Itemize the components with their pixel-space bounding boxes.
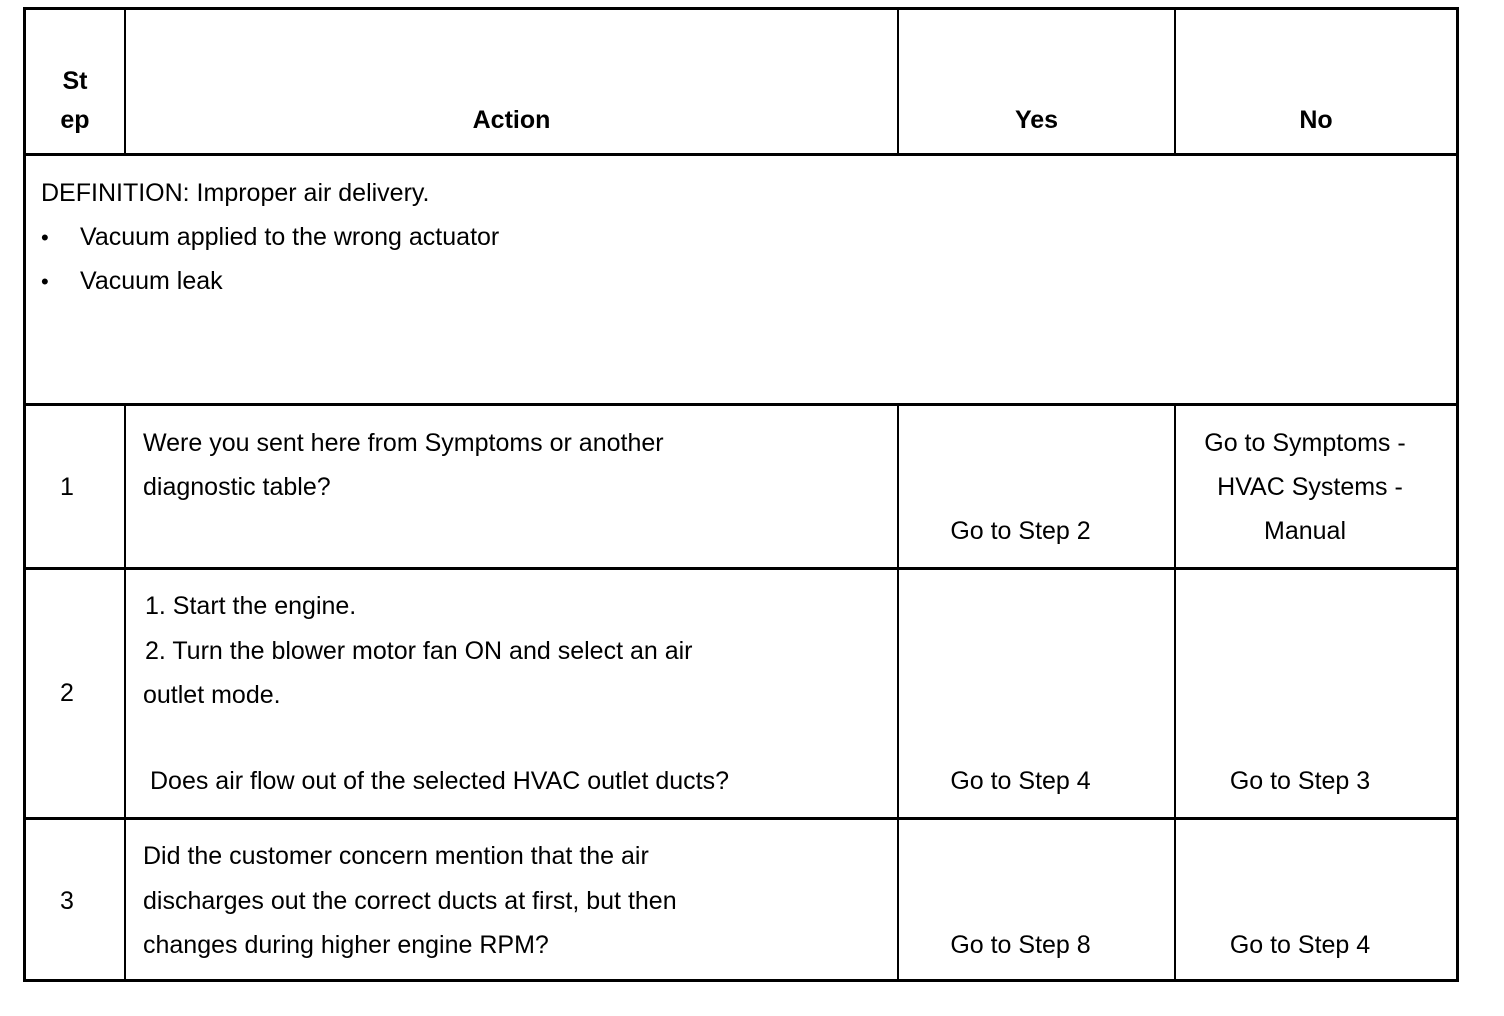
row-2-action-line-4: Does air flow out of the selected HVAC outlet ducts?: [150, 767, 730, 795]
definition-bullet-2-text: Vacuum leak: [80, 267, 223, 295]
header-action: Action: [472, 106, 551, 134]
definition-bullet-1-text: Vacuum applied to the wrong actuator: [80, 223, 500, 251]
row-2-step: 2: [60, 679, 74, 707]
col-divider-step-body: [124, 403, 126, 981]
col-divider-action-body: [897, 403, 899, 981]
definition-bullet-1: [41, 215, 499, 259]
bullet-icon: •: [41, 269, 49, 294]
row-3-step: 3: [60, 887, 74, 915]
row-3-yes: Go to Step 8: [950, 931, 1091, 959]
row-2-no: Go to Step 3: [1229, 767, 1371, 795]
header-step-line2: ep: [60, 106, 90, 134]
row-3-action-line-3: changes during higher engine RPM?: [143, 931, 549, 959]
header-divider: [23, 153, 1459, 156]
row-2-yes: Go to Step 4: [950, 767, 1091, 795]
header-no: No: [1299, 106, 1333, 134]
row-3-no: Go to Step 4: [1229, 931, 1371, 959]
definition-divider: [23, 403, 1459, 406]
row-1-step: 1: [60, 473, 74, 501]
header-step-line1: St: [62, 67, 88, 95]
row-1-action-line-2: diagnostic table?: [143, 473, 331, 501]
definition-text: DEFINITION: Improper air delivery.: [41, 179, 430, 207]
row-1-action-line-1: Were you sent here from Symptoms or another: [143, 429, 664, 457]
row-2-action-line-3: outlet mode.: [143, 681, 281, 709]
row-1-no-line-2: HVAC Systems -: [1217, 473, 1403, 501]
row-1-no-line-3: Manual: [1264, 517, 1346, 545]
bullet-icon: •: [41, 225, 49, 250]
header-step: [26, 62, 124, 140]
row-3-action-line-2: discharges out the correct ducts at first, but then: [143, 887, 677, 915]
definition-bullet-2: [41, 259, 223, 303]
row-1-yes: Go to Step 2: [950, 517, 1091, 545]
row-1-no-line-1: Go to Symptoms -: [1204, 429, 1406, 457]
row-2-divider: [23, 817, 1459, 820]
row-1-divider: [23, 567, 1459, 570]
header-yes: Yes: [1014, 106, 1059, 134]
row-2-action-line-2: 2. Turn the blower motor fan ON and select an air: [145, 637, 693, 665]
row-2-action-line-1: 1. Start the engine.: [145, 592, 357, 620]
row-3-action-line-1: Did the customer concern mention that the air: [143, 842, 649, 870]
